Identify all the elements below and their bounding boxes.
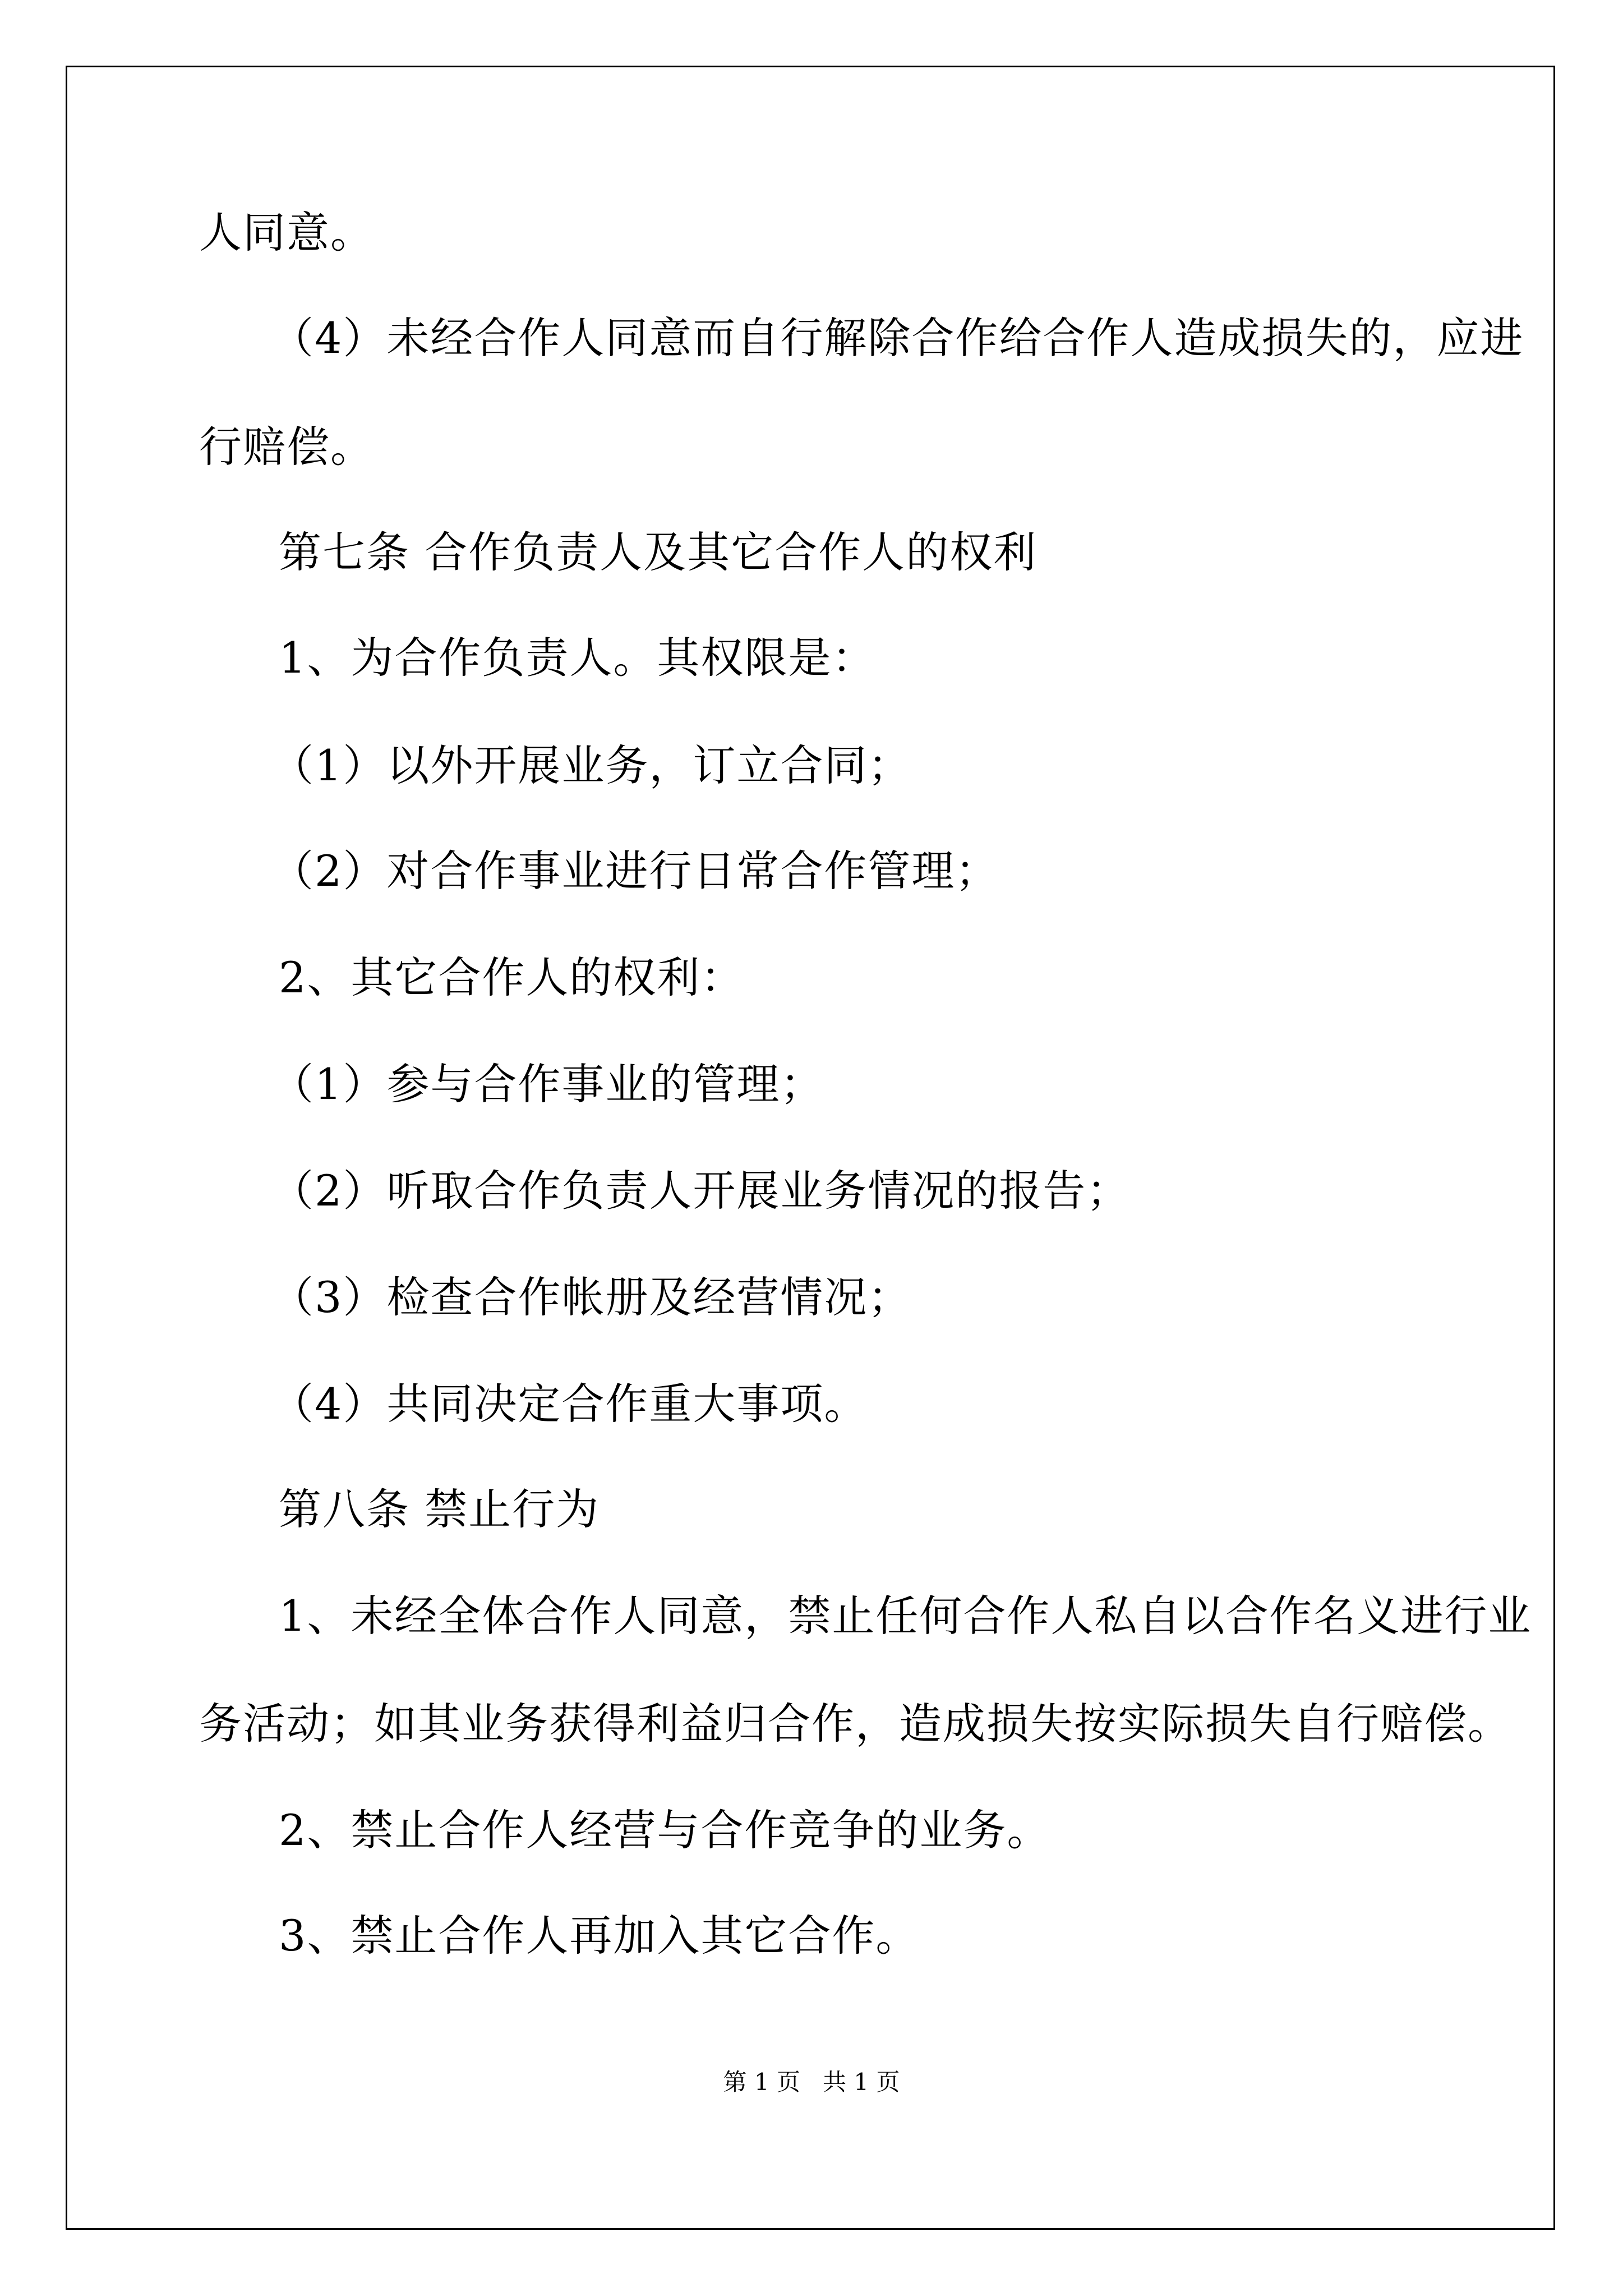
text-line: （4）共同决定合作重大事项。 bbox=[271, 1379, 868, 1429]
page-footer: 第 1 页 共 1 页 bbox=[723, 2068, 900, 2096]
text-line: 行赔偿。 bbox=[199, 422, 374, 472]
text-line: 务活动；如其业务获得利益归合作，造成损失按实际损失自行赔偿。 bbox=[199, 1699, 1511, 1749]
text-line: 2、其它合作人的权利： bbox=[279, 953, 745, 1002]
text-line: 人同意。 bbox=[199, 208, 374, 257]
text-line: （1）参与合作事业的管理； bbox=[271, 1059, 824, 1109]
text-line: （2）听取合作负责人开展业务情况的报告； bbox=[271, 1166, 1131, 1216]
page-border bbox=[66, 66, 1555, 2230]
text-line: （2）对合作事业进行日常合作管理； bbox=[271, 846, 999, 896]
section-heading: 第七条 合作负责人及其它合作人的权利 bbox=[279, 527, 1038, 577]
text-line: 1、为合作负责人。其权限是： bbox=[279, 633, 876, 683]
text-line: （1）以外开展业务，订立合同； bbox=[271, 740, 912, 790]
text-line: 2、禁止合作人经营与合作竞争的业务。 bbox=[279, 1805, 1051, 1855]
text-line: （4）未经合作人同意而自行解除合作给合作人造成损失的，应进 bbox=[271, 313, 1524, 363]
text-line: 1、未经全体合作人同意，禁止任何合作人私自以合作名义进行业 bbox=[279, 1591, 1532, 1641]
text-line: 3、禁止合作人再加入其它合作。 bbox=[279, 1911, 920, 1961]
section-heading: 第八条 禁止行为 bbox=[279, 1484, 600, 1534]
text-line: （3）检查合作帐册及经营情况； bbox=[271, 1272, 912, 1322]
